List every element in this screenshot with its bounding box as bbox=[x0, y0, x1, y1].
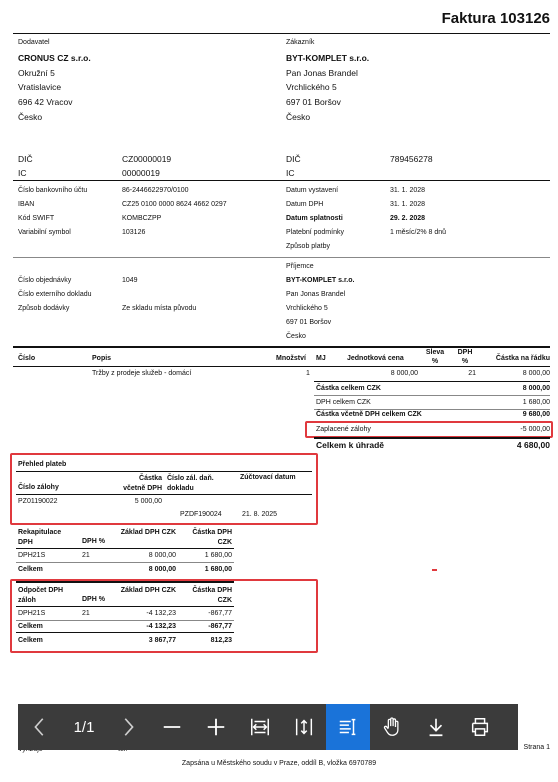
print-icon[interactable] bbox=[458, 704, 502, 750]
supplier-heading: Dodavatel bbox=[18, 39, 50, 46]
vat-recap-total-amount: 1 680,00 bbox=[204, 566, 232, 573]
account-value: 86-2446622970/0100 bbox=[122, 187, 189, 194]
vat-recap-amount: 1 680,00 bbox=[204, 552, 232, 559]
next-page-icon[interactable] bbox=[106, 704, 150, 750]
payments-heading: Přehled plateb bbox=[18, 461, 67, 468]
payment-method-label: Způsob platby bbox=[286, 243, 330, 250]
vat-deduct-code: DPH21S bbox=[18, 610, 46, 617]
due-date-value: 29. 2. 2028 bbox=[390, 215, 426, 222]
terms-label: Platební podmínky bbox=[286, 229, 344, 236]
invoice-title: Faktura 103126 bbox=[441, 10, 550, 27]
vat-deduct-total-base: 3 867,77 bbox=[148, 637, 176, 644]
vat-deduct-heading: Odpočet DPH záloh bbox=[18, 587, 64, 604]
pdf-viewer-toolbar bbox=[18, 704, 518, 750]
vs-label: Variabilní symbol bbox=[18, 229, 71, 236]
vat-deduct-pct: 21 bbox=[82, 610, 90, 617]
recipient-heading: Příjemce bbox=[286, 263, 314, 270]
vat-recap-code: DPH21S bbox=[18, 552, 46, 559]
recipient-name: BYT-KOMPLET s.r.o. bbox=[286, 277, 355, 284]
item-line-amount: 8 000,00 bbox=[522, 370, 550, 377]
vat-total-value: 1 680,00 bbox=[522, 399, 550, 406]
supplier-line: Vratislavice bbox=[18, 82, 62, 92]
amount-due-label: Celkem k úhradě bbox=[316, 440, 385, 450]
recipient-line: Pan Jonas Brandel bbox=[286, 291, 346, 298]
vat-date-label: Datum DPH bbox=[286, 201, 324, 208]
item-qty: 1 bbox=[306, 370, 310, 377]
order-value: 1049 bbox=[122, 277, 138, 284]
swift-value: KOMBCZPP bbox=[122, 215, 162, 222]
vat-deduct-col-base: Základ DPH CZK bbox=[120, 587, 176, 594]
vs-value: 103126 bbox=[122, 229, 146, 236]
vat-deduct-sub-label: Celkem bbox=[18, 623, 43, 630]
col-unit: MJ bbox=[316, 355, 326, 362]
customer-heading: Zákazník bbox=[286, 39, 315, 46]
item-unit-price: 8 000,00 bbox=[390, 370, 418, 377]
paid-advances-value: -5 000,00 bbox=[520, 426, 550, 433]
payment-doc: PZDF190024 bbox=[180, 511, 222, 518]
delivery-value: Ze skladu místa původu bbox=[122, 305, 197, 312]
iban-label: IBAN bbox=[18, 201, 35, 208]
incl-vat-value: 9 680,00 bbox=[522, 411, 550, 418]
issued-label: Datum vystavení bbox=[286, 187, 339, 194]
order-label: Číslo objednávky bbox=[18, 277, 72, 284]
col-vat: DPH % bbox=[457, 349, 473, 365]
footer-registry: Zapsána u Městského soudu v Praze, oddíl B, vložka 6970789 bbox=[181, 760, 377, 767]
ic-label: IC bbox=[18, 168, 27, 178]
payments-col-amount: Částka včetně DPH bbox=[123, 475, 162, 492]
vat-recap-col-pct: DPH % bbox=[82, 538, 105, 545]
item-desc: Tržby z prodeje služeb - domácí bbox=[92, 370, 192, 377]
col-desc: Popis bbox=[92, 355, 112, 362]
payment-date: 21. 8. 2025 bbox=[242, 511, 278, 518]
customer-line: Vrchlického 5 bbox=[286, 82, 337, 92]
issued-value: 31. 1. 2028 bbox=[390, 187, 426, 194]
supplier-name: CRONUS CZ s.r.o. bbox=[18, 53, 91, 63]
supplier-line: Okružní 5 bbox=[18, 68, 55, 78]
vat-recap-pct: 21 bbox=[82, 552, 90, 559]
supplier-line: Česko bbox=[18, 112, 43, 122]
recipient-line: Česko bbox=[286, 333, 306, 340]
recipient-line: 697 01 Boršov bbox=[286, 319, 332, 326]
zoom-in-icon[interactable] bbox=[194, 704, 238, 750]
dic-label: DIČ bbox=[18, 154, 33, 164]
prev-page-icon[interactable] bbox=[18, 704, 62, 750]
iban-value: CZ25 0100 0000 8624 4662 0297 bbox=[122, 201, 227, 208]
ext-doc-label: Číslo externího dokladu bbox=[18, 291, 92, 298]
payments-col-date: Zúčtovací datum bbox=[240, 474, 296, 481]
account-label: Číslo bankovního účtu bbox=[18, 187, 88, 194]
fit-page-icon[interactable] bbox=[282, 704, 326, 750]
customer-name: BYT-KOMPLET s.r.o. bbox=[286, 53, 370, 63]
swift-label: Kód SWIFT bbox=[18, 215, 55, 222]
terms-value: 1 měsíc/2% 8 dnů bbox=[390, 229, 447, 236]
delivery-label: Způsob dodávky bbox=[18, 305, 70, 312]
payments-col-number: Číslo zálohy bbox=[18, 484, 59, 491]
vat-deduct-total-label: Celkem bbox=[18, 637, 43, 644]
vat-recap-total-base: 8 000,00 bbox=[148, 566, 176, 573]
ic-value: 00000019 bbox=[122, 168, 160, 178]
vat-recap-col-base: Základ DPH CZK bbox=[120, 529, 176, 536]
col-number: Číslo bbox=[18, 355, 36, 362]
incl-vat-label: Částka včetně DPH celkem CZK bbox=[316, 411, 422, 418]
customer-line: 697 01 Boršov bbox=[286, 97, 341, 107]
paid-advances-label: Zaplacené zálohy bbox=[316, 426, 371, 433]
total-label: Částka celkem CZK bbox=[316, 385, 381, 392]
customer-line: Pan Jonas Brandel bbox=[286, 68, 358, 78]
due-date-label: Datum splatnosti bbox=[286, 215, 343, 222]
vat-deduct-col-amount: Částka DPH CZK bbox=[192, 587, 232, 604]
vat-recap-total-label: Celkem bbox=[18, 566, 43, 573]
vat-deduct-sub-amount: -867,77 bbox=[208, 623, 232, 630]
vat-deduct-amount: -867,77 bbox=[208, 610, 232, 617]
col-unit-price: Jednotková cena bbox=[347, 355, 404, 362]
item-vat: 21 bbox=[468, 370, 476, 377]
supplier-line: 696 42 Vracov bbox=[18, 97, 73, 107]
customer-dic-value: 789456278 bbox=[390, 154, 433, 164]
col-qty: Množství bbox=[276, 355, 306, 362]
footer-page: Strana 1 bbox=[523, 744, 550, 751]
highlight-paid-advances bbox=[305, 421, 553, 438]
text-select-icon[interactable] bbox=[326, 704, 370, 750]
vat-deduct-base: -4 132,23 bbox=[146, 610, 176, 617]
customer-dic-label: DIČ bbox=[286, 154, 301, 164]
download-icon[interactable] bbox=[414, 704, 458, 750]
vat-date-value: 31. 1. 2028 bbox=[390, 201, 426, 208]
col-discount: Sleva % bbox=[425, 349, 445, 365]
zoom-out-icon[interactable] bbox=[150, 704, 194, 750]
vat-deduct-sub-base: -4 132,23 bbox=[146, 623, 176, 630]
vat-deduct-col-pct: DPH % bbox=[82, 596, 105, 603]
customer-line: Česko bbox=[286, 112, 311, 122]
page-indicator: 1/1 bbox=[73, 718, 95, 736]
dic-value: CZ00000019 bbox=[122, 154, 172, 164]
fit-width-icon[interactable] bbox=[238, 704, 282, 750]
recipient-line: Vrchlického 5 bbox=[286, 305, 328, 312]
vat-recap-heading: Rekapitulace DPH bbox=[18, 529, 62, 546]
col-line-amount: Částka na řádku bbox=[495, 355, 550, 362]
vat-recap-col-amount: Částka DPH CZK bbox=[192, 529, 232, 546]
payments-col-doc: Číslo zál. daň. dokladu bbox=[167, 475, 214, 492]
hand-tool-icon[interactable] bbox=[370, 704, 414, 750]
payment-amount: 5 000,00 bbox=[134, 498, 162, 505]
payment-number: PZ01190022 bbox=[18, 498, 58, 505]
customer-ic-label: IC bbox=[286, 168, 295, 178]
vat-deduct-total-amount: 812,23 bbox=[210, 637, 232, 644]
stray-mark bbox=[432, 569, 437, 571]
amount-due-value: 4 680,00 bbox=[516, 440, 550, 450]
vat-total-label: DPH celkem CZK bbox=[316, 399, 371, 406]
total-value: 8 000,00 bbox=[522, 385, 550, 392]
vat-recap-base: 8 000,00 bbox=[148, 552, 176, 559]
